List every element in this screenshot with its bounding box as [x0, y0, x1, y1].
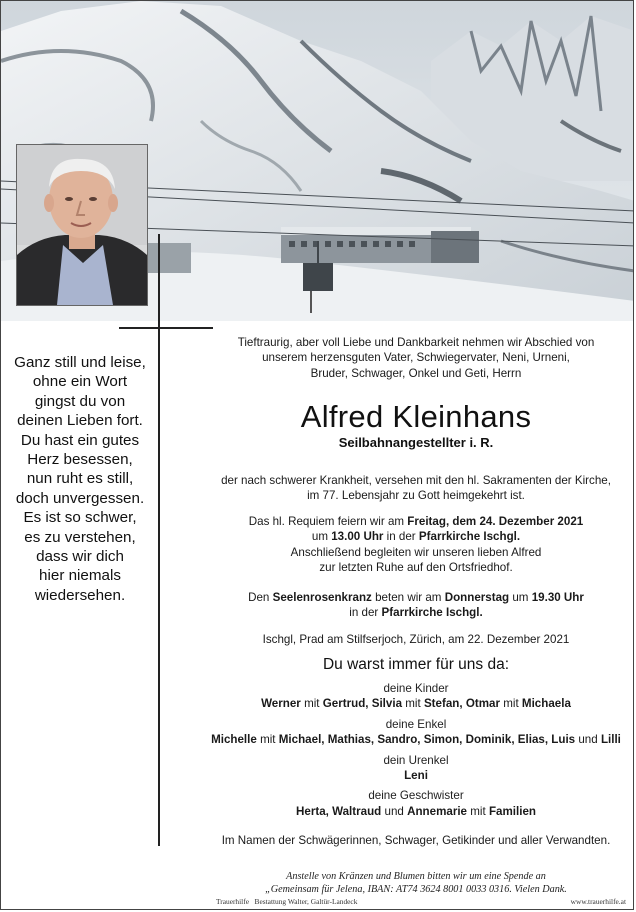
grandchild-name: Lilli [600, 733, 621, 747]
place-date [206, 632, 626, 647]
great-grandchild-name: Leni [404, 769, 428, 783]
requiem-in-der: in der [386, 530, 416, 544]
donation-line-2: „Gemeinsam für Jelena, IBAN: AT74 3624 8001 0033 0316. Vielen Dank. [265, 884, 567, 896]
connector: mit [260, 733, 276, 747]
rosary-in-der: in der [349, 606, 379, 620]
poem-line: Du hast ein gutes [20, 431, 140, 449]
cross-horizontal [119, 327, 213, 329]
grandchildren-label: deine Enkel [385, 717, 447, 731]
children-names [206, 696, 626, 711]
connector: mit [503, 697, 519, 711]
requiem-notice [206, 514, 626, 576]
siblings-label: deine Geschwister [368, 789, 464, 803]
requiem-prefix: Das hl. Requiem feiern wir am [248, 515, 405, 528]
rosary-line-1 [206, 590, 626, 605]
death-line: im 77. Lebensjahr zu Gott heimgekehrt ist. [307, 489, 525, 503]
poem-line: Es ist so schwer, [23, 509, 137, 527]
rosary-den: Den [248, 591, 270, 604]
requiem-church: Pfarrkirche Ischgl. [418, 530, 521, 544]
sibling-name: Familien [488, 804, 536, 818]
poem-line: nun ruht es still, [26, 470, 134, 488]
requiem-line-4: zur letzten Ruhe auf den Ortsfriedhof. [319, 561, 513, 575]
requiem-line-1 [206, 514, 626, 529]
intro-text [206, 335, 626, 381]
rosary-um: um [512, 591, 529, 604]
imprint-left: Trauerhilfe Bestattung Walter, Galtür-Landeck [216, 897, 358, 906]
grandchild-name: Michael, Mathias, Sandro, Simon, Dominik, Elias, Luis [278, 733, 576, 747]
poem-line: ohne ein Wort [32, 373, 128, 391]
deceased-profession: Seilbahnangestellter i. R. [338, 435, 494, 450]
child-name: Michaela [521, 697, 571, 711]
poem-line: es zu verstehen, [24, 528, 136, 546]
child-name: Stefan, Otmar [423, 697, 500, 711]
poem-line: dass wir dich [36, 548, 124, 566]
child-name: Gertrud, Silvia [322, 697, 403, 711]
poem-line: Ganz still und leise, [14, 354, 146, 371]
closing-line: Im Namen der Schwägerinnen, Schwager, Getikinder und aller Verwandten. [221, 834, 611, 847]
rosary-name: Seelenrosenkranz [272, 591, 372, 604]
great-grandchild-label: dein Urenkel [383, 753, 449, 767]
closing-text [206, 833, 626, 848]
intro-line: unserem herzensguten Vater, Schwiegervater, Neni, Urneni, [262, 351, 570, 365]
intro-line: Tieftraurig, aber voll Liebe und Dankbarkeit nehmen wir Abschied von [237, 336, 595, 349]
rosary-line-2 [206, 605, 626, 620]
death-line: der nach schwerer Krankheit, versehen mit den hl. Sakramenten der Kirche, [221, 474, 611, 487]
cross-vertical [158, 234, 160, 846]
rosary-time: 19.30 Uhr [531, 591, 584, 604]
connector: und [384, 804, 404, 818]
sibling-name: Herta, Waltraud [296, 804, 382, 818]
poem-line: gingst du von [34, 392, 126, 410]
grandchildren-names [206, 732, 626, 747]
poem-line: hier niemals [39, 567, 121, 585]
child-name: Werner [261, 697, 301, 711]
sibling-name: Annemarie [407, 804, 467, 818]
children-label: deine Kinder [383, 682, 449, 695]
intro-line: Bruder, Schwager, Onkel und Geti, Herrn [310, 366, 522, 380]
donation-note [206, 870, 626, 897]
connector: mit [304, 697, 320, 711]
place-date-line: Ischgl, Prad am Stilfserjoch, Zürich, am 22. Dezember 2021 [262, 633, 570, 646]
death-notice [206, 473, 626, 504]
portrait-photo [16, 144, 148, 306]
great-grandchild-names [206, 768, 626, 783]
poem-line: deinen Lieben fort. [17, 412, 143, 430]
rosary-text: beten wir am [375, 591, 442, 604]
requiem-line-3: Anschließend begleiten wir unseren lieben Alfred [290, 545, 542, 559]
poem-line: Herz besessen, [27, 451, 133, 469]
rosary-notice [206, 590, 626, 621]
requiem-time: 13.00 Uhr [331, 530, 384, 544]
connector: und [578, 733, 598, 747]
requiem-date: Freitag, dem 24. Dezember 2021 [407, 515, 584, 528]
poem [9, 353, 151, 605]
deceased-name: Alfred Kleinhans [300, 399, 532, 434]
requiem-um: um [311, 530, 328, 544]
rosary-day: Donnerstag [444, 591, 510, 604]
motto: Du warst immer für uns da: [322, 656, 510, 673]
connector: mit [470, 804, 486, 818]
poem-line: wiedersehen. [34, 586, 126, 604]
imprint [216, 897, 626, 906]
donation-line-1: Anstelle von Kränzen und Blumen bitten wir um eine Spende an [286, 871, 546, 882]
requiem-line-2 [206, 529, 626, 544]
grandchild-name: Michelle [211, 733, 257, 747]
imprint-url: www.trauerhilfe.at [570, 897, 626, 906]
poem-line: doch unvergessen. [15, 489, 145, 507]
rosary-church: Pfarrkirche Ischgl. [381, 606, 483, 620]
connector: mit [405, 697, 421, 711]
siblings-names [206, 804, 626, 819]
family-list [206, 681, 626, 819]
